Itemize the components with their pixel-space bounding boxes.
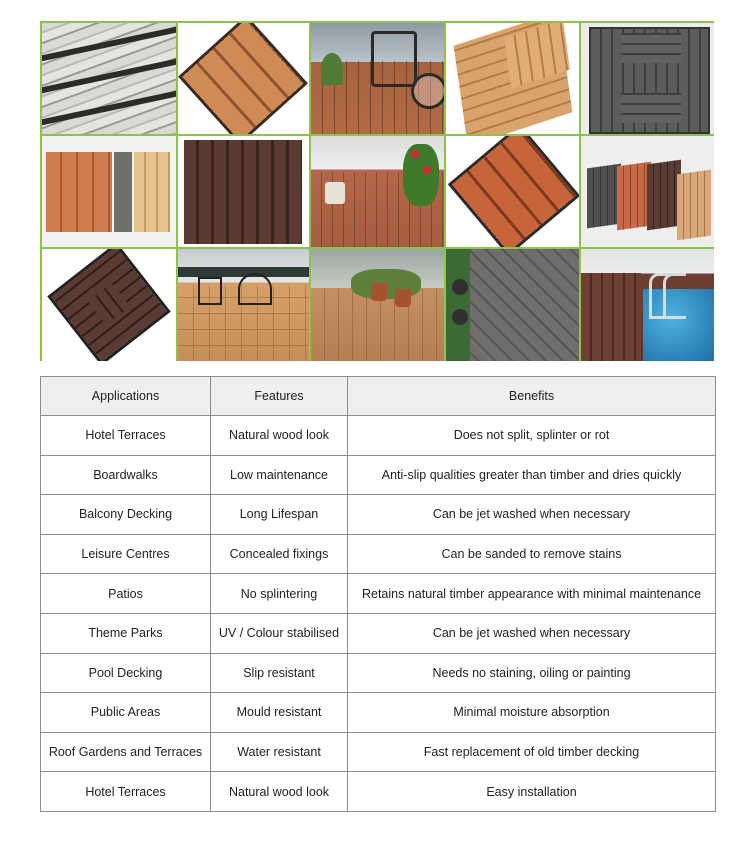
photo-pool-deck-with-ladder — [581, 249, 714, 361]
table-row — [41, 693, 716, 733]
photo-dark-brown-slat-tile — [178, 136, 309, 247]
feature-cell: Water resistant — [211, 732, 348, 772]
feature-cell: Mould resistant — [211, 693, 348, 733]
header-benefits: Benefits — [348, 377, 716, 416]
application-cell: Balcony Decking — [41, 495, 211, 535]
feature-cell: Natural wood look — [211, 416, 348, 456]
photo-grey-herringbone-patio — [446, 249, 579, 361]
feature-cell: Low maintenance — [211, 455, 348, 495]
table-row — [41, 653, 716, 693]
table-row — [41, 732, 716, 772]
table-row — [41, 534, 716, 574]
benefit-cell: Can be sanded to remove stains — [348, 534, 716, 574]
feature-cell: Slip resistant — [211, 653, 348, 693]
applications-features-benefits-table — [40, 376, 716, 812]
benefit-cell: Fast replacement of old timber decking — [348, 732, 716, 772]
application-cell: Pool Decking — [41, 653, 211, 693]
photo-light-wood-tiles-parquet — [446, 23, 579, 134]
photo-stacked-tiles-colors — [581, 136, 714, 247]
table-header-row — [41, 377, 716, 416]
table-row — [41, 416, 716, 456]
header-features: Features — [211, 377, 348, 416]
benefit-cell: Easy installation — [348, 772, 716, 812]
feature-cell: Long Lifespan — [211, 495, 348, 535]
benefit-cell: Can be jet washed when necessary — [348, 495, 716, 535]
table-row — [41, 772, 716, 812]
photo-rooftop-terrace-furniture — [178, 249, 309, 361]
photo-dark-parquet-tile — [42, 249, 176, 361]
application-cell: Roof Gardens and Terraces — [41, 732, 211, 772]
table-row — [41, 495, 716, 535]
application-cell: Leisure Centres — [41, 534, 211, 574]
photo-single-teak-deck-tile — [178, 23, 309, 134]
application-cell: Hotel Terraces — [41, 772, 211, 812]
application-cell: Theme Parks — [41, 613, 211, 653]
feature-cell: Concealed fixings — [211, 534, 348, 574]
benefit-cell: Minimal moisture absorption — [348, 693, 716, 733]
photo-dark-grey-tiles-pattern — [581, 23, 714, 134]
feature-cell: Natural wood look — [211, 772, 348, 812]
benefit-cell: Does not split, splinter or rot — [348, 416, 716, 456]
photo-interlocking-grey-deck-tiles — [42, 23, 176, 134]
benefit-cell: Needs no staining, oiling or painting — [348, 653, 716, 693]
photo-single-red-wood-tile — [446, 136, 579, 247]
benefit-cell: Anti-slip qualities greater than timber and dries quickly — [348, 455, 716, 495]
application-cell: Patios — [41, 574, 211, 614]
application-cell: Boardwalks — [41, 455, 211, 495]
application-cell: Hotel Terraces — [41, 416, 211, 456]
header-applications: Applications — [41, 377, 211, 416]
photo-balcony-with-flower-pots — [311, 136, 444, 247]
table-row — [41, 613, 716, 653]
benefit-cell: Retains natural timber appearance with minimal maintenance — [348, 574, 716, 614]
product-photo-gallery — [40, 21, 714, 361]
feature-cell: No splintering — [211, 574, 348, 614]
photo-garden-patio-with-pots — [311, 249, 444, 361]
table-row — [41, 455, 716, 495]
benefit-cell: Can be jet washed when necessary — [348, 613, 716, 653]
photo-color-sample-tiles — [42, 136, 176, 247]
application-cell: Public Areas — [41, 693, 211, 733]
photo-balcony-with-chair-and-tiles — [311, 23, 444, 134]
feature-cell: UV / Colour stabilised — [211, 613, 348, 653]
table-row — [41, 574, 716, 614]
